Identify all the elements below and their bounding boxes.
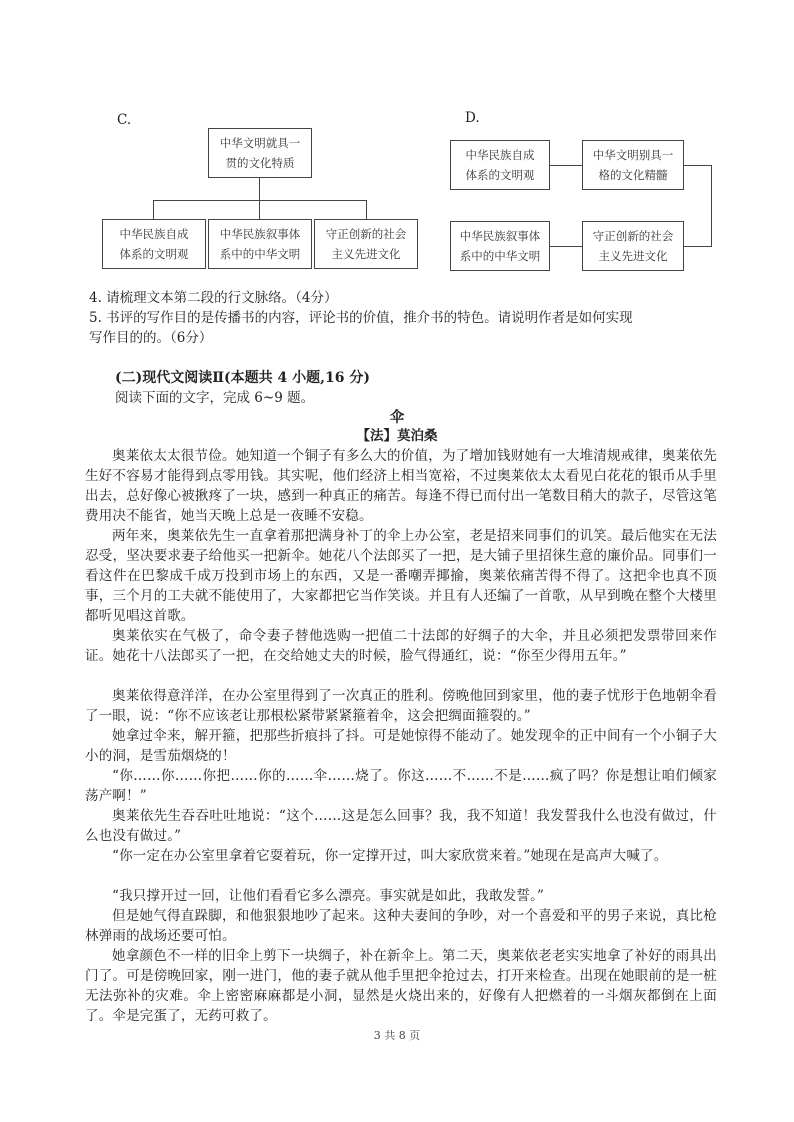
diagram-c-connector <box>366 200 367 219</box>
diagram-c-right-box: 守正创新的社会 主义先进文化 <box>314 219 418 269</box>
story-title: 伞 <box>389 409 405 426</box>
diagram-c-label: C. <box>117 112 132 128</box>
story-paragraph: 奥莱依实在气极了，命令妻子替他选购一把值二十法郎的好绸子的大伞，并且必须把发票带回来作证。她花十八法郎买了一把，在交给她丈夫的时候，脸气得通红，说：“你至少得用五年。” <box>85 628 717 664</box>
section-title: (二)现代文阅读Ⅱ(本题共 4 小题,16 分) <box>115 370 371 386</box>
story-paragraph: 她拿过伞来，解开箍，把那些折痕抖了抖。可是她惊得不能动了。她发现伞的正中间有一个小铜子大小的洞，是雪茄烟烧的！ <box>85 728 717 764</box>
story-paragraph: 奥莱依太太很节俭。她知道一个铜子有多么大的价值，为了增加钱财她有一大堆清规戒律，奥莱依先生好不容易才能得到点零用钱。其实呢，他们经济上相当宽裕，不过奥莱依太太看见白花花的银币从手里出去，总好像心被揪疼了一块，感到一种真正的痛苦。每逢不得已而付出一笔数目稍大的款子，尽管这笔费用决不能省，她当天晚上总是一夜睡不安稳。 <box>85 448 717 524</box>
story-paragraph: 奥莱依先生吞吞吐吐地说：“这个……这是怎么回事？我，我不知道！我发誓我什么也没有做过，什么也没有做过。” <box>85 808 717 844</box>
diagram-d-tr-box: 中华文明别具一 格的文化精髓 <box>582 140 684 190</box>
diagram-c-connector <box>153 200 367 201</box>
story-paragraph: “你一定在办公室里拿着它耍着玩，你一定撑开过，叫大家欣赏来着。”她现在是高声大喊了。 <box>112 848 668 864</box>
diagram-c-left-box: 中华民族自成 体系的文明观 <box>102 219 206 269</box>
diagram-d-br-box: 守正创新的社会 主义先进文化 <box>582 221 684 271</box>
question-5-line-1: 5. 书评的写作目的是传播书的内容，评论书的价值，推介书的特色。请说明作者是如何实现 <box>89 310 633 326</box>
question-4: 4. 请梳理文本第二段的行文脉络。（4分） <box>89 290 338 306</box>
diagram-c-mid-box: 中华民族叙事体 系中的中华文明 <box>208 219 312 269</box>
diagram-c-connector <box>259 178 260 200</box>
diagram-d-connector <box>550 246 582 247</box>
diagram-d-label: D. <box>465 110 480 126</box>
diagram-c-connector <box>153 200 154 219</box>
page-number: 3 共 8 页 <box>373 1029 421 1042</box>
story-paragraph: 但是她气得直跺脚，和他狠狠地吵了起来。这种夫妻间的争吵，对一个喜爱和平的男子来说，真比枪林弹雨的战场还要可怕。 <box>85 908 717 944</box>
diagram-c-top-box: 中华文明就具一 贯的文化特质 <box>208 128 312 178</box>
diagram-d-tl-box: 中华民族自成 体系的文明观 <box>450 140 550 190</box>
diagram-d-connector <box>684 165 711 166</box>
story-paragraph: 她拿颜色不一样的旧伞上剪下一块绸子，补在新伞上。第二天，奥莱依老老实实地拿了补好的雨具出门了。可是傍晚回家，刚一进门，他的妻子就从他手里把伞抢过去，打开来检查。出现在她眼前的是一桩无法弥补的灾难。伞上密密麻麻都是小洞，显然是火烧出来的，好像有人把燃着的一斗烟灰都倒在上面了。伞是完蛋了，无药可救了。 <box>85 948 717 1024</box>
diagram-d-connector <box>684 246 711 247</box>
story-paragraph: “我只撑开过一回，让他们看看它多么漂亮。事实就是如此，我敢发誓。” <box>112 888 545 904</box>
story-paragraph: 两年来，奥莱依先生一直拿着那把满身补丁的伞上办公室，老是招来同事们的讥笑。最后他实在无法忍受，坚决要求妻子给他买一把新伞。她花八个法郎买了一把，是大铺子里招徕生意的廉价品。同事们一看这件在巴黎成千成万投到市场上的东西，又是一番嘲弄揶揄，奥莱依痛苦得不得了。这把伞也真不顶事，三个月的工夫就不能使用了，大家都把它当作笑谈。并且有人还编了一首歌，从早到晚在整个大楼里都听见唱这首歌。 <box>85 528 717 624</box>
question-5-line-2: 写作目的的。（6分） <box>89 330 213 346</box>
diagram-d-connector <box>550 165 582 166</box>
diagram-d-connector <box>711 165 712 247</box>
diagram-d-bl-box: 中华民族叙事体 系中的中华文明 <box>450 221 550 271</box>
section-instruction: 阅读下面的文字，完成 6~9 题。 <box>115 390 315 406</box>
diagram-c-connector <box>259 200 260 219</box>
story-author: 【法】莫泊桑 <box>356 428 438 444</box>
story-paragraph: “你……你……你把……你的……伞……烧了。你这……不……不是……疯了吗？你是想让咱们倾家荡产啊！” <box>85 768 717 804</box>
story-paragraph: 奥莱依得意洋洋，在办公室里得到了一次真正的胜利。傍晚他回到家里，他的妻子忧形于色地朝伞看了一眼，说：“你不应该老让那根松紧带紧紧箍着伞，这会把绸面箍裂的。” <box>85 688 717 724</box>
